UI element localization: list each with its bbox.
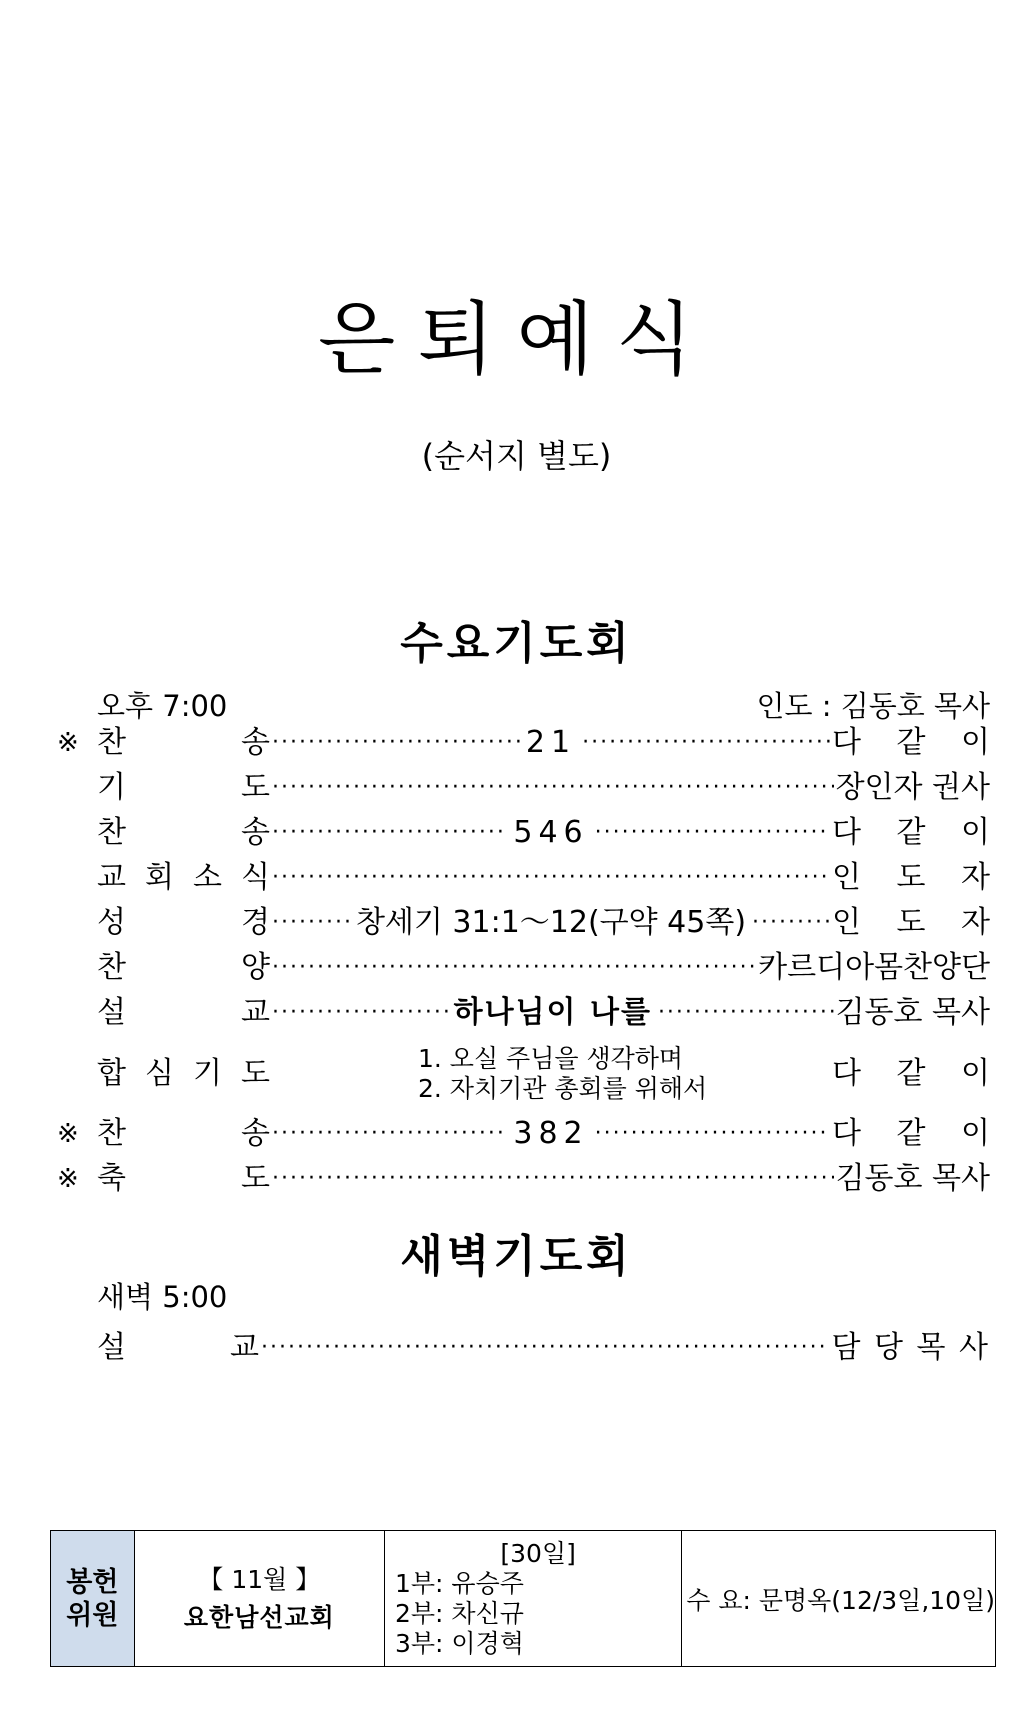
char: 성 <box>97 905 126 940</box>
char: 자 <box>961 860 990 895</box>
order-content: 546 <box>513 815 589 850</box>
char: 도 <box>241 1161 270 1196</box>
char: 찬 <box>97 1116 126 1151</box>
order-person <box>832 905 990 940</box>
wednesday-time: 오후 7:00 <box>97 689 228 723</box>
offering-head-line: 위원 <box>66 1599 119 1631</box>
char: 양 <box>241 950 270 985</box>
order-label <box>97 815 270 850</box>
char: 송 <box>241 1116 270 1151</box>
char: 교 <box>97 860 126 895</box>
order-label <box>97 1116 270 1151</box>
char: 찬 <box>97 725 126 760</box>
char: 소 <box>193 860 222 895</box>
char: 다 <box>832 815 861 850</box>
char: 송 <box>241 815 270 850</box>
order-content: 21 <box>525 725 577 760</box>
char: 같 <box>896 1056 926 1091</box>
offering-day-head: [30일] <box>500 1538 576 1568</box>
char: 교 <box>230 1330 259 1365</box>
char: 축 <box>97 1161 126 1196</box>
offering-church: 요한남선교회 <box>183 1602 335 1632</box>
order-label <box>97 1056 270 1091</box>
char: 이 <box>961 725 990 760</box>
offering-day-cell <box>385 1531 682 1667</box>
order-content: 382 <box>513 1116 589 1151</box>
order-row <box>57 903 990 943</box>
char: 도 <box>896 860 926 895</box>
offering-month: 【 11월 】 <box>198 1564 321 1594</box>
wednesday-leader: 인도 : 김동호 목사 <box>756 689 990 723</box>
order-mark: ※ <box>57 1164 79 1194</box>
prayer-item: 1. 오실 주님을 생각하며 <box>418 1044 684 1073</box>
char: 도 <box>241 770 270 805</box>
offering-service: 1부: 유승주 <box>395 1568 524 1598</box>
char: 같 <box>896 725 926 760</box>
char: 찬 <box>97 950 126 985</box>
order-person <box>832 1116 990 1151</box>
dawn-time: 새벽 5:00 <box>97 1280 228 1314</box>
order-row <box>57 768 990 808</box>
order-leader-dots <box>272 995 834 1030</box>
order-row <box>57 813 990 853</box>
order-label <box>97 950 270 985</box>
order-person: 김동호 목사 <box>835 995 990 1030</box>
wednesday-heading: 수요기도회 <box>400 618 633 669</box>
order-person: 장인자 권사 <box>835 770 990 805</box>
char: 같 <box>896 815 926 850</box>
order-leader-dots <box>272 725 830 760</box>
char: 인 <box>832 860 861 895</box>
char: 자 <box>961 905 990 940</box>
order-person: 담 당 목 사 <box>831 1330 990 1365</box>
order-label <box>97 725 270 760</box>
order-row <box>57 1159 990 1199</box>
char: 찬 <box>97 815 126 850</box>
order-content: 하나님이 나를 <box>453 995 652 1030</box>
char: 이 <box>961 1116 990 1151</box>
order-row <box>57 948 990 988</box>
order-label <box>97 905 270 940</box>
order-mark: ※ <box>57 1119 79 1149</box>
char: 경 <box>241 905 270 940</box>
order-label <box>97 1161 270 1196</box>
offering-committee-table <box>50 1530 996 1667</box>
offering-wednesday: 수 요: 문명옥(12/3일,10일) <box>686 1585 995 1615</box>
offering-service: 2부: 차신규 <box>395 1598 524 1628</box>
char: 이 <box>961 1056 990 1091</box>
order-leader-dots <box>272 957 756 979</box>
char: 기 <box>193 1056 222 1091</box>
order-leader-dots <box>272 905 830 940</box>
order-person <box>832 815 990 850</box>
order-leader-dots <box>261 1337 829 1359</box>
char: 식 <box>241 860 270 895</box>
char: 다 <box>832 1116 861 1151</box>
order-person <box>832 1056 990 1091</box>
prayer-item: 2. 자치기관 총회를 위해서 <box>418 1074 708 1103</box>
char: 인 <box>832 905 861 940</box>
page-subtitle: (순서지 별도) <box>421 437 612 475</box>
order-row-dawn-sermon <box>57 1328 990 1368</box>
char: 교 <box>241 995 270 1030</box>
order-person <box>832 725 990 760</box>
order-leader-dots <box>272 1116 830 1151</box>
offering-month-cell <box>134 1531 384 1667</box>
order-leader-dots <box>272 867 830 889</box>
char: 설 <box>97 1330 126 1365</box>
order-row <box>57 858 990 898</box>
page-title: 은퇴예식 <box>317 293 716 386</box>
prayer-items <box>270 1044 832 1104</box>
order-person: 카르디아몸찬양단 <box>758 950 990 985</box>
char: 도 <box>896 905 926 940</box>
char: 다 <box>832 1056 861 1091</box>
char: 합 <box>97 1056 126 1091</box>
order-row-prayer <box>57 1042 990 1106</box>
char: 송 <box>241 725 270 760</box>
order-row <box>57 723 990 763</box>
order-label <box>97 1330 259 1365</box>
order-leader-dots <box>272 815 830 850</box>
offering-service: 3부: 이경혁 <box>395 1628 524 1658</box>
dawn-heading: 새벽기도회 <box>400 1231 633 1282</box>
char: 기 <box>97 770 126 805</box>
order-leader-dots <box>272 777 834 799</box>
order-label <box>97 860 270 895</box>
order-row <box>57 1114 990 1154</box>
order-content: 창세기 31:1～12(구약 45쪽) <box>355 905 747 940</box>
char: 같 <box>896 1116 926 1151</box>
order-row <box>57 993 990 1033</box>
char: 다 <box>832 725 861 760</box>
order-label <box>97 770 270 805</box>
offering-head-cell <box>51 1531 135 1667</box>
order-leader-dots <box>272 1168 834 1190</box>
char: 이 <box>961 815 990 850</box>
order-mark: ※ <box>57 728 79 758</box>
char: 설 <box>97 995 126 1030</box>
char: 회 <box>145 860 174 895</box>
char: 도 <box>241 1056 270 1091</box>
order-label <box>97 995 270 1030</box>
order-person <box>832 860 990 895</box>
offering-wednesday-cell <box>682 1531 996 1667</box>
order-person: 김동호 목사 <box>835 1161 990 1196</box>
offering-head-line: 봉헌 <box>66 1566 119 1598</box>
char: 심 <box>145 1056 174 1091</box>
